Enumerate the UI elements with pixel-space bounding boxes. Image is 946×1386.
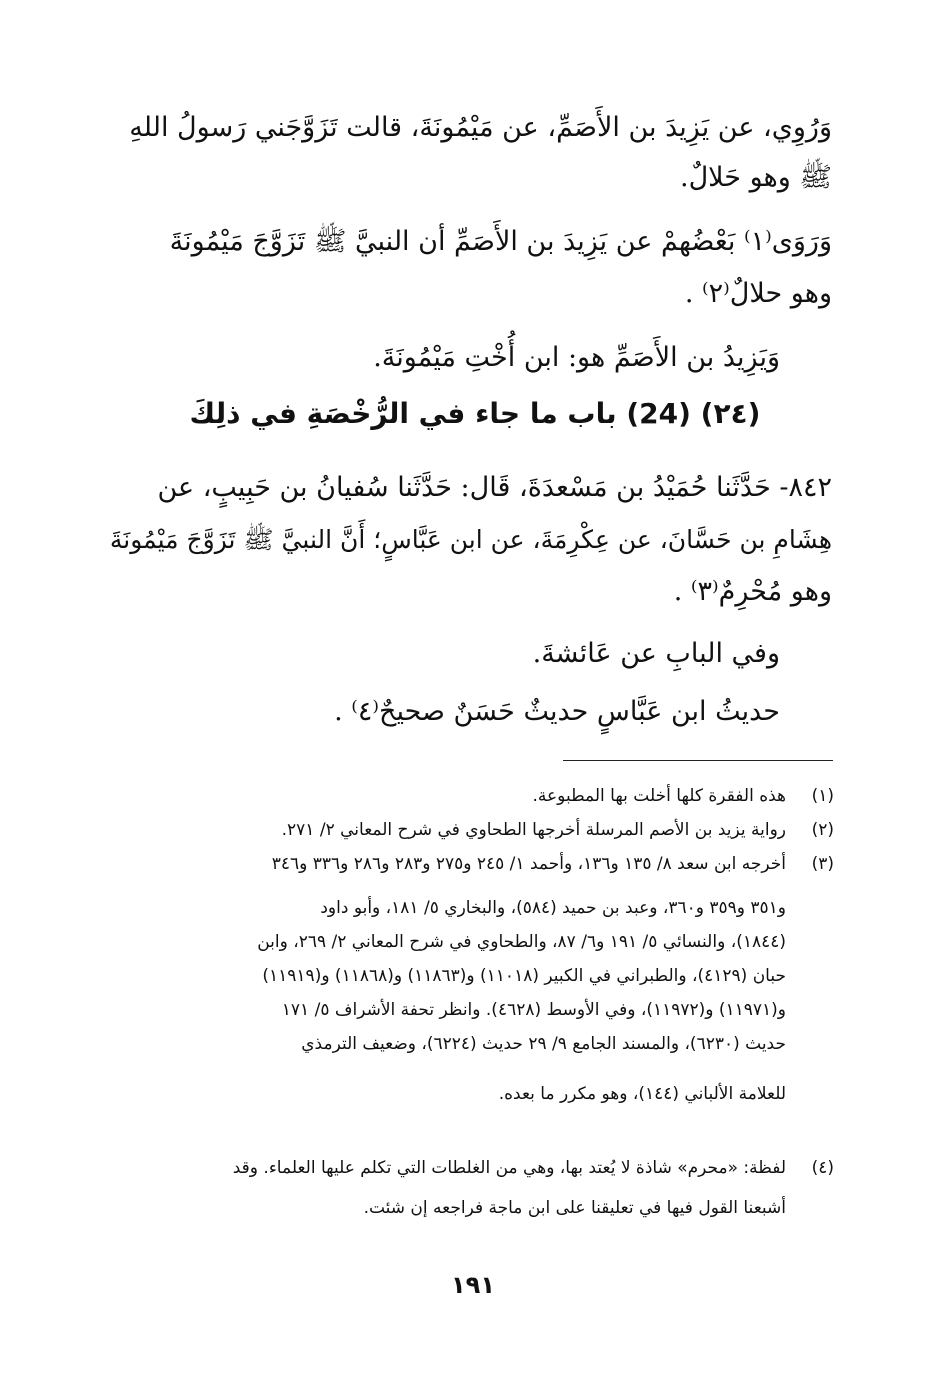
footnote-3-number: (٣)	[811, 854, 834, 874]
paragraph-1-line-2: ﷺ وهو حَلالٌ.	[679, 162, 832, 193]
footnote-1-text: هذه الفقرة كلها أخلت بها المطبوعة.	[532, 786, 786, 806]
footnote-3-line-2: و٣٥١ و٣٥٩ و٣٦٠، وعبد بن حميد (٥٨٤)، والبخاري ٥/ ١٨١، وأبو داود	[320, 898, 786, 918]
footnote-2-number: (٢)	[811, 820, 834, 840]
paragraph-2-line-1: وَرَوَى⁽١⁾ بَعْضُهمْ عن يَزِيدَ بن الأَصَمِّ أن النبيَّ ﷺ تَزَوَّجَ مَيْمُونَةَ	[169, 226, 832, 257]
paragraph-2-line-2: وهو حلالٌ⁽٢⁾ .	[684, 278, 832, 309]
footnote-4-number: (٤)	[811, 1158, 834, 1178]
paragraph-1-line-1: وَرُوِي، عن يَزِيدَ بن الأَصَمِّ، عن مَيْمُونَةَ، قالت تَزَوَّجَني رَسولُ اللهِ	[129, 112, 832, 143]
hadith-ruling: حديثُ ابن عَبَّاسٍ حديثٌ حَسَنٌ صحيحٌ⁽٤⁾ .	[334, 696, 780, 727]
footnote-1-number: (١)	[811, 786, 834, 806]
footnote-3-line-5: و(١١٩٧١) و(١١٩٧٢)، وفي الأوسط (٤٦٢٨). وانظر تحفة الأشراف ٥/ ١٧١	[281, 1000, 786, 1020]
footnote-4-line-1: لفظة: «محرم» شاذة لا يُعتد بها، وهي من الغلطات التي تكلم عليها العلماء. وقد	[232, 1158, 786, 1178]
paragraph-3-line-1: وَيَزِيدُ بن الأَصَمِّ هو: ابن أُخْتِ مَيْمُونَةَ.	[373, 342, 780, 373]
footnote-2-text: رواية يزيد بن الأصم المرسلة أخرجها الطحاوي في شرح المعاني ٢/ ٢٧١.	[281, 820, 786, 840]
hadith-line-2: هِشَامِ بن حَسَّانَ، عن عِكْرِمَةَ، عن ابن عَبَّاسٍ؛ أَنَّ النبيَّ ﷺ تَزَوَّجَ مَيْمُونَةَ	[109, 525, 832, 554]
footnote-3-line-4: حبان (٤١٢٩)، والطبراني في الكبير (١١٠١٨) و(١١٨٦٣) و(١١٨٦٨) و(١١٩١٩)	[262, 966, 786, 986]
page-number: ١٩١	[451, 1271, 495, 1299]
hadith-line-1: ٨٤٢- حَدَّثَنا حُمَيْدُ بن مَسْعدَةَ، قَال: حَدَّثَنا سُفيانُ بن حَبِيبٍ، عن	[157, 472, 832, 503]
footnote-divider	[563, 760, 833, 761]
footnote-3-line-3: (١٨٤٤)، والنسائي ٥/ ١٩١ و٦/ ٨٧، والطحاوي في شرح المعاني ٢/ ٢٦٩، وابن	[257, 932, 786, 952]
footnote-3-line-6: حديث (٦٢٣٠)، والمسند الجامع ٩/ ٢٩ حديث (٦٢٢٤)، وضعيف الترمذي	[301, 1034, 786, 1054]
chapter-heading: (٢٤) (24) باب ما جاء في الرُّخْصَةِ في ذلِكَ	[189, 397, 761, 430]
footnote-3-line-1: أخرجه ابن سعد ٨/ ١٣٥ و١٣٦، وأحمد ١/ ٢٤٥ و٢٧٥ و٢٨٣ و٢٨٦ و٣٣٦ و٣٤٦	[271, 854, 786, 874]
hadith-line-3: وهو مُحْرِمٌ⁽٣⁾ .	[673, 576, 832, 607]
footnote-3-line-7: للعلامة الألباني (١٤٤)، وهو مكرر ما بعده.	[498, 1084, 786, 1104]
footnote-4-line-2: أشبعنا القول فيها في تعليقنا على ابن ماجة فراجعه إن شئت.	[363, 1198, 786, 1218]
bab-note: وفي البابِ عن عَائشةَ.	[532, 638, 780, 669]
